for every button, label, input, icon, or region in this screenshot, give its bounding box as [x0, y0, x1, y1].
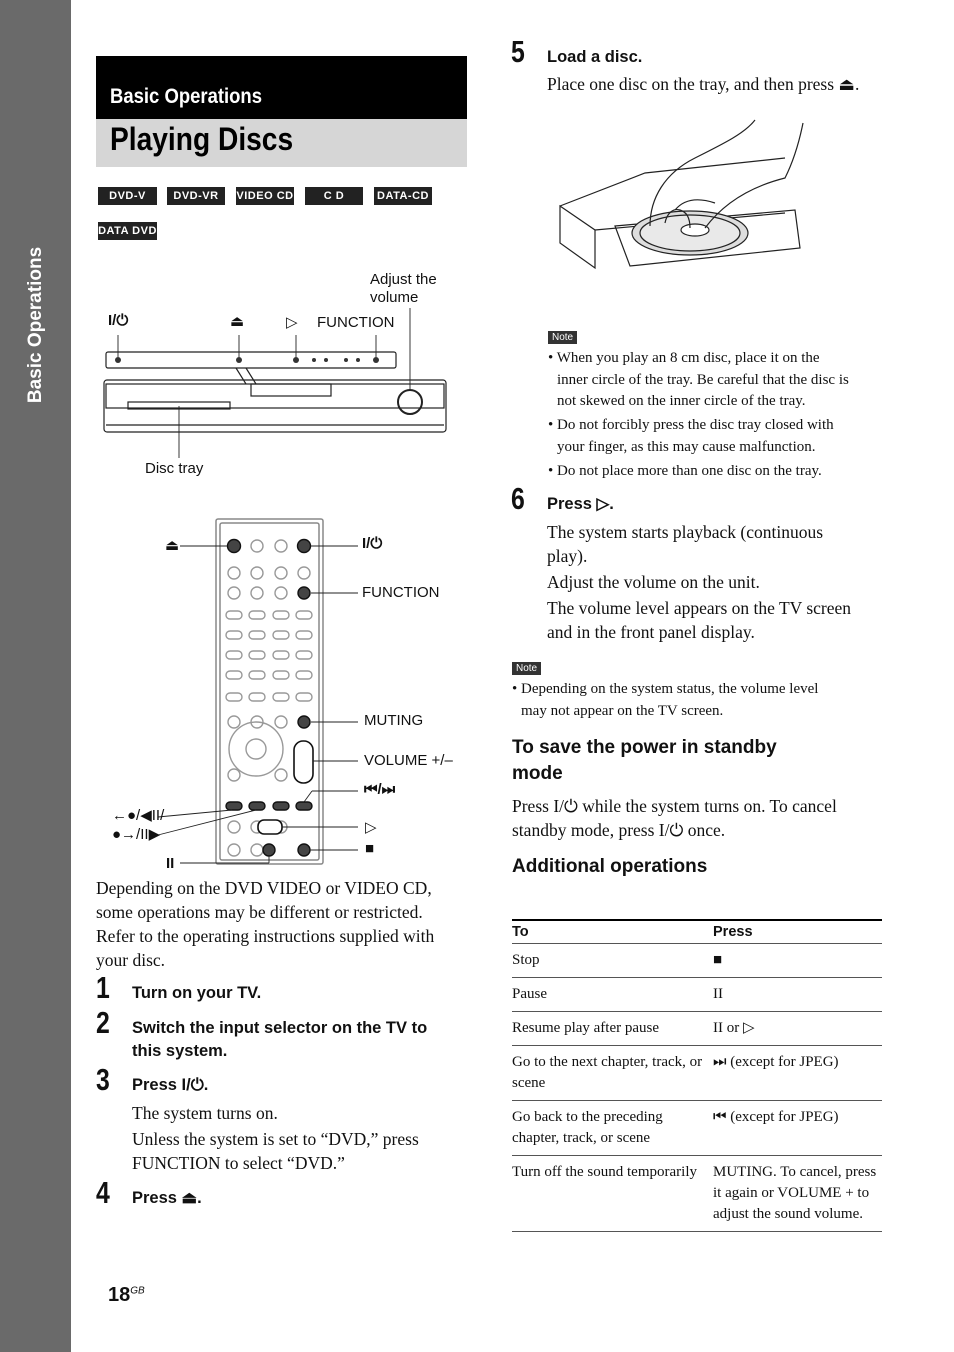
intro-line3: Refer to the operating instructions supplied with: [96, 926, 435, 946]
disc-loading-illustration: [555, 118, 810, 278]
step-number: 6: [511, 481, 525, 516]
step-title: this system.: [132, 1042, 228, 1060]
note-item: inner circle of the tray. Be careful that the disc is: [557, 372, 849, 388]
table-header: Press: [713, 920, 882, 944]
remote-function-label: FUNCTION: [362, 584, 440, 601]
note-tag: Note: [548, 331, 577, 344]
remote-power-label: I/⏻: [362, 535, 383, 552]
badge-dvd-v: DVD-V: [98, 187, 157, 205]
table-cell: Resume play after pause: [512, 1012, 713, 1046]
unit-front-panel-illustration: [96, 300, 468, 460]
step-title: Press I/⏻.: [132, 1076, 209, 1094]
table-row: [512, 1046, 882, 1101]
badge-data-cd: DATA-CD: [374, 187, 432, 205]
page-number-value: 18: [108, 1284, 131, 1306]
table-row: [512, 978, 882, 1012]
disc-tray-label: Disc tray: [145, 460, 204, 477]
standby-body: Press I/⏻ while the system turns on. To cancel: [512, 796, 837, 816]
step-body: Place one disc on the tray, and then press ⏏.: [547, 74, 860, 94]
table-cell: II: [713, 978, 882, 1012]
section-title: Basic Operations: [110, 85, 263, 108]
step-number: 4: [96, 1175, 110, 1210]
note-item: not skewed on the inner circle of the tray.: [557, 393, 806, 409]
power-label: I/⏻: [108, 312, 129, 329]
step-body: play).: [547, 546, 588, 566]
table-row: [512, 944, 882, 978]
standby-body: standby mode, press I/⏻ once.: [512, 820, 726, 840]
table-cell: ⏭ (except for JPEG): [713, 1046, 882, 1101]
step-title: Turn on your TV.: [132, 984, 262, 1002]
table-header: To: [512, 920, 713, 944]
step-body: The volume level appears on the TV screen: [547, 598, 852, 618]
table-header-row: [512, 920, 882, 944]
remote-replay-label: ←●/◀II/: [112, 807, 165, 824]
step-title: Load a disc.: [547, 48, 643, 66]
remote-stop-label: ■: [365, 840, 375, 857]
sidebar: [0, 0, 71, 1352]
standby-heading: mode: [512, 763, 563, 784]
remote-eject-label: ⏏: [165, 537, 180, 554]
remote-pause-label: II: [166, 855, 175, 872]
additional-heading: Additional operations: [512, 856, 708, 877]
note-item: • Do not place more than one disc on the tray.: [548, 463, 822, 479]
step-body: and in the front panel display.: [547, 622, 755, 642]
note-item: • Do not forcibly press the disc tray closed with: [548, 417, 834, 433]
page-number-suffix: GB: [130, 1285, 145, 1297]
note-item: your finger, as this may cause malfunction.: [557, 439, 816, 455]
volume-label-line2: volume: [370, 289, 419, 306]
remote-volume-label: VOLUME +/–: [364, 752, 453, 769]
step-body: Unless the system is set to “DVD,” press: [132, 1129, 419, 1149]
table-cell: MUTING. To cancel, press it again or VOLUME + to adjust the sound volume.: [713, 1156, 882, 1232]
badge-dvd-vr: DVD-VR: [167, 187, 225, 205]
intro-line1: Depending on the DVD VIDEO or VIDEO CD,: [96, 878, 432, 898]
table-cell: Pause: [512, 978, 713, 1012]
badge-video-cd: VIDEO CD: [236, 187, 294, 205]
step-number: 5: [511, 34, 525, 69]
step-title: Switch the input selector on the TV to: [132, 1019, 428, 1037]
table-cell: ⏮ (except for JPEG): [713, 1101, 882, 1156]
table-cell: Go to the next chapter, track, or scene: [512, 1046, 713, 1101]
step-body: The system starts playback (continuous: [547, 522, 824, 542]
table-cell: Stop: [512, 944, 713, 978]
sidebar-label: Basic Operations: [25, 246, 46, 404]
badge-data-dvd: DATA DVD: [98, 222, 157, 240]
intro-line4: your disc.: [96, 950, 166, 970]
operations-table: [512, 919, 882, 1232]
eject-label: ⏏: [230, 313, 245, 330]
standby-heading: To save the power in standby: [512, 737, 777, 758]
note-item: may not appear on the TV screen.: [521, 703, 724, 719]
step-body: FUNCTION to select “DVD.”: [132, 1153, 345, 1173]
play-label: ▷: [286, 314, 298, 331]
volume-label-line1: Adjust the: [370, 271, 437, 288]
intro-line2: some operations may be different or restricted.: [96, 902, 423, 922]
table-row: [512, 1156, 882, 1232]
page-number: [108, 1284, 145, 1307]
step-number: 3: [96, 1062, 110, 1097]
step-title: Press ⏏.: [132, 1189, 202, 1207]
remote-muting-label: MUTING: [364, 712, 424, 729]
table-cell: Go back to the preceding chapter, track, or scene: [512, 1101, 713, 1156]
note-item: • Depending on the system status, the volume level: [512, 681, 819, 697]
table-cell: Turn off the sound temporarily: [512, 1156, 713, 1232]
table-cell: II or ▷: [713, 1012, 882, 1046]
note-tag: Note: [512, 662, 541, 675]
step-title: Press ▷.: [547, 495, 614, 513]
step-body: The system turns on.: [132, 1103, 278, 1123]
step-number: 2: [96, 1005, 110, 1040]
page-title: Playing Discs: [110, 121, 294, 157]
badge-cd: C D: [305, 187, 363, 205]
remote-skip-label: ⏮/⏭: [364, 781, 396, 798]
step-number: 1: [96, 970, 110, 1005]
table-row: [512, 1012, 882, 1046]
table-row: [512, 1101, 882, 1156]
step-body: Adjust the volume on the unit.: [547, 572, 760, 592]
function-label: FUNCTION: [317, 314, 395, 331]
table-cell: ■: [713, 944, 882, 978]
note-item: • When you play an 8 cm disc, place it on the: [548, 350, 820, 366]
remote-advance-label: ●→/II▶: [112, 826, 161, 843]
remote-play-label: ▷: [365, 819, 377, 836]
